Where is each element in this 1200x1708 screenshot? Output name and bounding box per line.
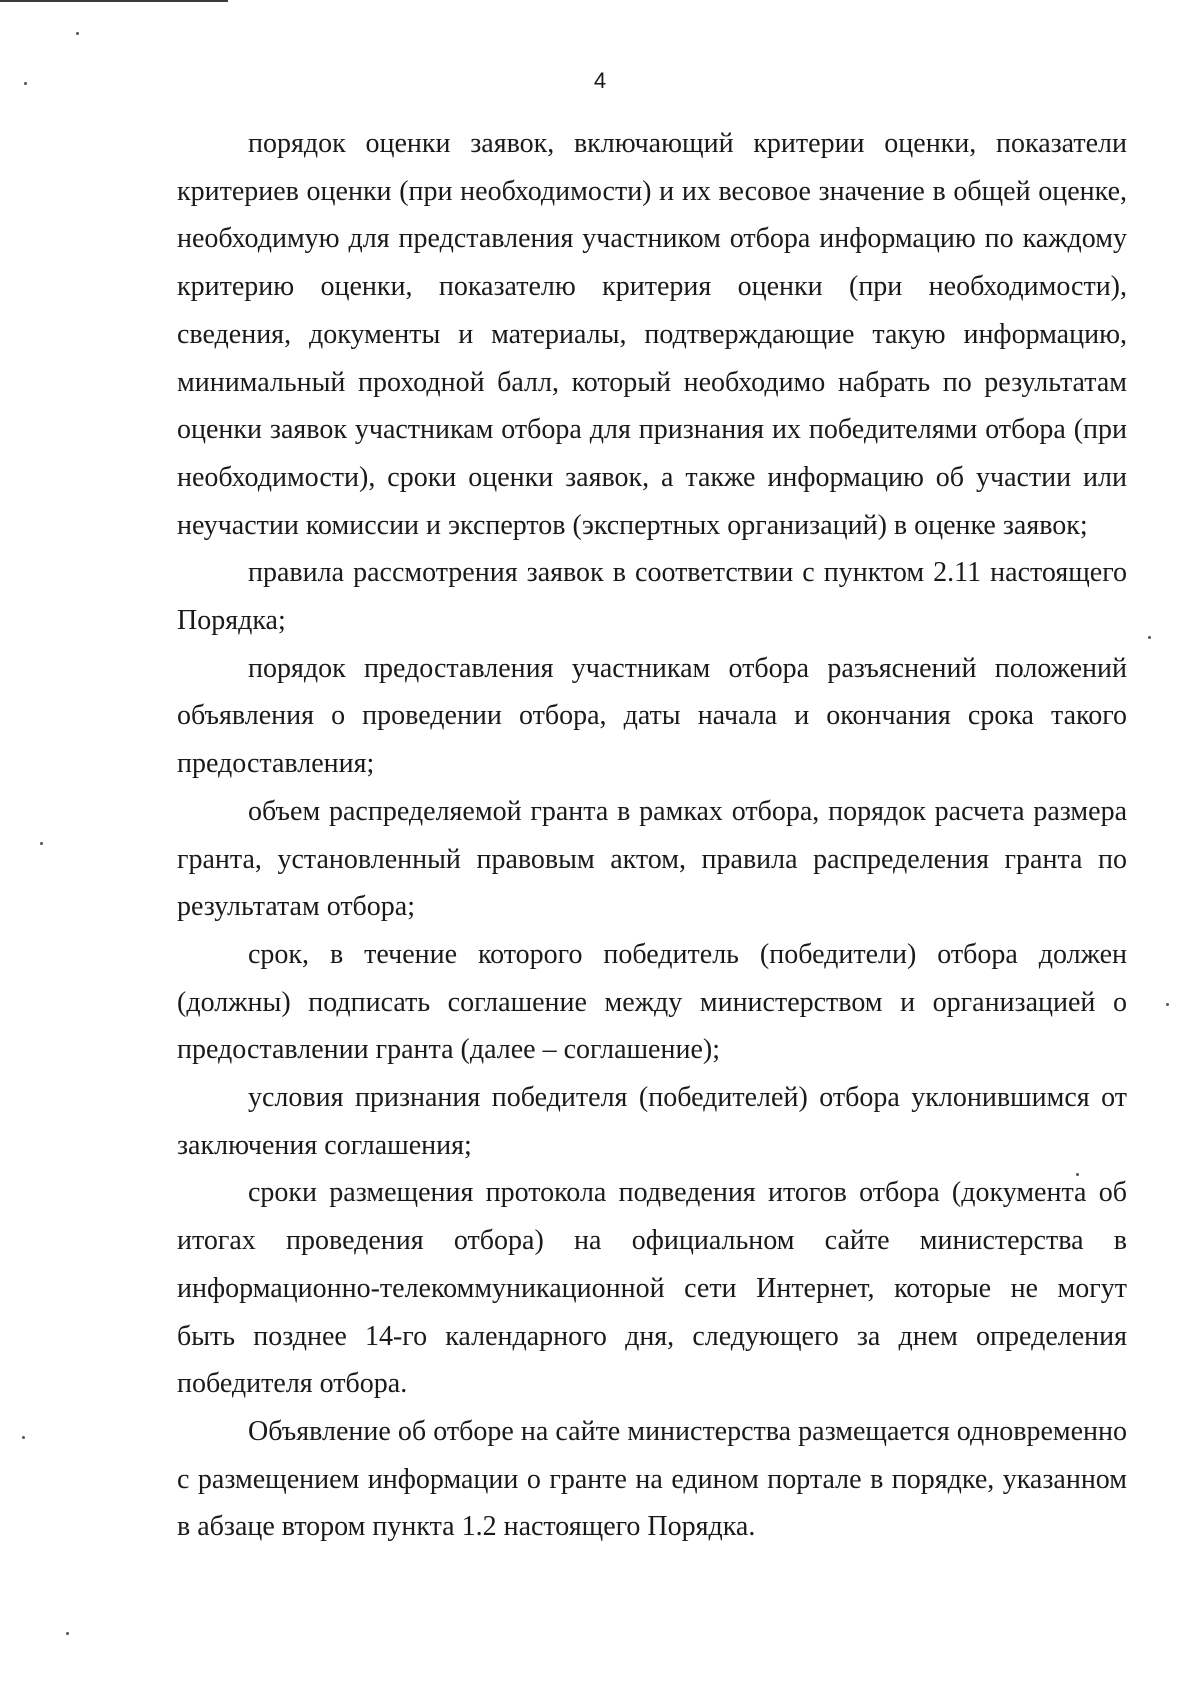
paragraph-evaluation-procedure: порядок оценки заявок, включающий критерии оценки, показатели критериев оценки (при необходимости) и их весовое значение в общей оценке, необходимую для представления участником отбора информацию по каждому критерию оценки, показателю критерия оценки (при необходимости), сведения, документы и материалы, подтверждающие такую информацию, минимальный проходной балл, который необходимо набрать по результатам оценки заявок участникам отбора для признания их победителями отбора (при необходимости), сроки оценки заявок, а также информацию об участии или неучастии комиссии и экспертов (экспертных организаций) в оценке заявок; <box>177 128 1127 541</box>
paragraph-evasion-conditions: условия признания победителя (победителей) отбора уклонившимся от заключения соглашения; <box>177 1082 1127 1161</box>
scan-speck <box>1076 1173 1079 1176</box>
scan-speck <box>22 1436 25 1439</box>
scan-speck <box>76 32 79 35</box>
scan-speck <box>66 1632 69 1635</box>
paragraph-signing-term: срок, в течение которого победитель (победители) отбора должен (должны) подписать соглашение между министерством и организацией о предоставлении гранта (далее – соглашение); <box>177 938 1127 1066</box>
scan-speck <box>40 842 43 845</box>
document-body <box>177 120 1127 1551</box>
paragraph-protocol-publication: сроки размещения протокола подведения итогов отбора (документа об итогах проведения отбора) на официальном сайте министерства в информационно-телекоммуникационной сети Интернет, которые не могут быть позднее 14-го календарного дня, следующего за днем определения победителя отбора. <box>177 1177 1127 1400</box>
scan-speck <box>24 82 27 85</box>
paragraph-clarifications: порядок предоставления участникам отбора разъяснений положений объявления о проведении отбора, даты начала и окончания срока такого предоставления; <box>177 652 1127 780</box>
scan-speck <box>1166 1003 1169 1006</box>
scan-speck <box>1148 636 1151 639</box>
paragraph-grant-volume: объем распределяемой гранта в рамках отбора, порядок расчета размера гранта, установленный правовым актом, правила распределения гранта по результатам отбора; <box>177 795 1127 923</box>
top-edge-rule <box>0 0 228 2</box>
page-number: 4 <box>593 68 607 93</box>
paragraph-review-rules: правила рассмотрения заявок в соответствии с пунктом 2.11 настоящего Порядка; <box>177 557 1127 637</box>
paragraph-announcement: Объявление об отборе на сайте министерства размещается одновременно с размещением информации о гранте на едином портале в порядке, указанном в абзаце втором пункта 1.2 настоящего Порядка. <box>177 1415 1127 1543</box>
